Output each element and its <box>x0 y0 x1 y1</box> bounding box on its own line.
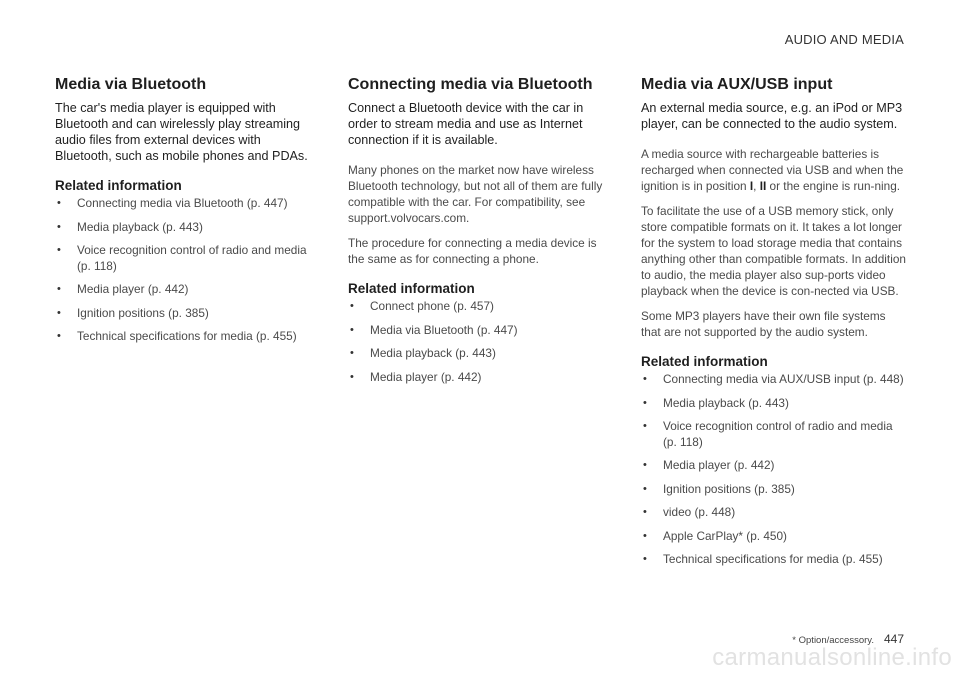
related-information-heading: Related information <box>641 354 768 369</box>
related-link[interactable]: • Media playback (p. 443) <box>643 395 789 410</box>
body-paragraph-charging: A media source with rechargeable batteries is recharged when connected via USB and when the ignition is in position I, II or the engine is run-ning. <box>641 147 904 193</box>
bullet-icon: • <box>350 323 354 336</box>
bullet-icon: • <box>57 220 61 233</box>
body-paragraph: To facilitate the use of a USB memory stick, only store compatible formats on it. It takes a lot longer for the system to load storage media that contains anything other than compatible formats. In addition to audio, the media player also sup-ports video playback when the device is con-nected via USB. <box>641 204 906 298</box>
ignition-position-ii: II <box>759 179 767 193</box>
related-link[interactable]: • Ignition positions (p. 385) <box>643 481 795 496</box>
page-number: 447 <box>883 632 904 646</box>
related-link[interactable]: • Apple CarPlay* (p. 450) <box>643 528 787 543</box>
related-link[interactable]: • Media player (p. 442) <box>350 369 482 384</box>
bullet-icon: • <box>57 197 61 209</box>
bullet-icon: • <box>57 244 61 256</box>
section-title: Media via AUX/USB input <box>641 76 833 93</box>
bullet-icon: • <box>643 373 647 385</box>
bullet-icon: • <box>643 553 647 565</box>
related-link[interactable]: • Connect phone (p. 457) <box>350 299 494 313</box>
lead-paragraph: An external media source, e.g. an iPod or MP3 player, can be connected to the audio system. <box>641 101 903 131</box>
bullet-icon: • <box>350 300 354 312</box>
option-accessory-note: * Option/accessory. <box>792 635 874 646</box>
bullet-icon: • <box>643 396 647 409</box>
ignition-position-i: I <box>749 179 754 193</box>
related-information-list <box>55 196 317 345</box>
related-link[interactable]: • Technical specifications for media (p. 455) <box>643 552 883 566</box>
column-media-via-aux-usb-input <box>641 76 906 576</box>
section-title: Connecting media via Bluetooth <box>348 76 593 93</box>
bullet-icon: • <box>643 420 647 432</box>
bullet-icon: • <box>57 330 61 342</box>
related-link[interactable]: • Ignition positions (p. 385) <box>57 305 209 320</box>
bullet-icon: • <box>350 347 354 359</box>
related-information-heading: Related information <box>348 281 475 296</box>
column-connecting-media-via-bluetooth <box>348 76 613 393</box>
section-title: Media via Bluetooth <box>55 76 207 93</box>
related-link[interactable]: • Media player (p. 442) <box>57 282 189 296</box>
related-link[interactable]: • Connecting media via AUX/USB input (p. 448) <box>643 372 904 386</box>
related-information-list <box>348 299 613 385</box>
bullet-icon: • <box>57 283 61 295</box>
body-paragraph: Many phones on the market now have wireless Bluetooth technology, but not all of them are fully compatible with the car. For compatibility, see support.volvocars.com. <box>348 163 603 225</box>
related-link[interactable]: • Connecting media via Bluetooth (p. 447) <box>57 196 288 210</box>
column-media-via-bluetooth <box>55 76 317 353</box>
body-paragraph: The procedure for connecting a media device is the same as for connecting a phone. <box>348 236 597 266</box>
related-information-heading: Related information <box>55 178 182 193</box>
bullet-icon: • <box>350 370 354 383</box>
bullet-icon: • <box>643 459 647 471</box>
bullet-icon: • <box>643 529 647 542</box>
related-link[interactable]: • Media via Bluetooth (p. 447) <box>350 322 518 337</box>
related-link[interactable]: • Media player (p. 442) <box>643 458 775 472</box>
lead-paragraph: Connect a Bluetooth device with the car in order to stream media and use as Internet connection if it is available. <box>348 101 584 147</box>
related-information-list <box>641 372 906 568</box>
lead-paragraph: The car's media player is equipped with Bluetooth and can wirelessly play streaming audio files from external devices with Bluetooth, such as mobile phones and PDAs. <box>55 101 308 163</box>
running-header: AUDIO AND MEDIA <box>784 32 904 47</box>
bullet-icon: • <box>643 482 647 495</box>
related-link[interactable]: • Voice recognition control of radio and media (p. 118) <box>643 419 893 449</box>
bullet-icon: • <box>57 306 61 319</box>
watermark: carmanualsonline.info <box>712 644 952 671</box>
body-paragraph: Some MP3 players have their own file systems that are not supported by the audio system. <box>641 309 886 339</box>
related-link[interactable]: • Voice recognition control of radio and media (p. 118) <box>57 243 307 273</box>
related-link[interactable]: • video (p. 448) <box>643 505 736 519</box>
related-link[interactable]: • Media playback (p. 443) <box>350 346 496 360</box>
bullet-icon: • <box>643 506 647 518</box>
related-link[interactable]: • Technical specifications for media (p. 455) <box>57 329 297 343</box>
related-link[interactable]: • Media playback (p. 443) <box>57 219 203 234</box>
